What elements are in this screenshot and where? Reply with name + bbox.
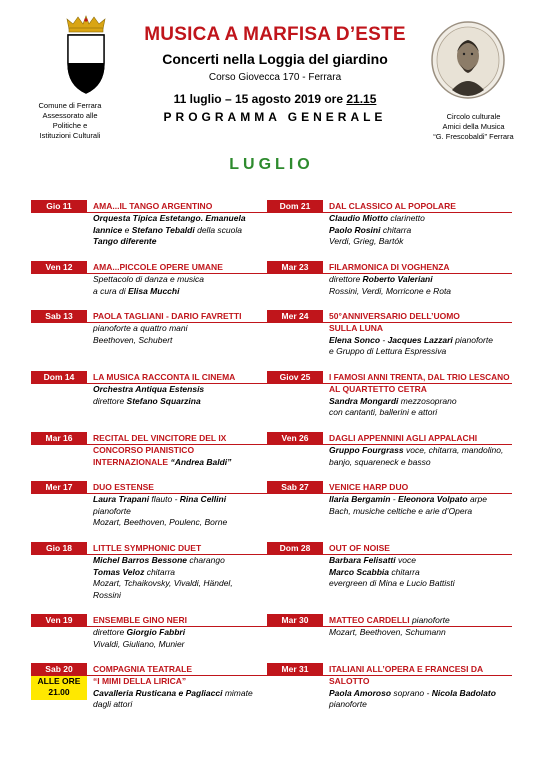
desc-text: voce, chitarra, mandolino, xyxy=(403,445,504,455)
desc-text: pianoforte xyxy=(452,334,493,345)
dates-prefix: 11 luglio – 15 agosto 2019 ore xyxy=(173,92,347,106)
event-title: AMA...IL TANGO ARGENTINO xyxy=(93,201,213,211)
event-description xyxy=(329,323,512,358)
performer: Rina Cellini xyxy=(179,494,227,504)
event-ven-19 xyxy=(31,614,276,650)
desc-text: Vivaldi, Giuliano, Munier xyxy=(93,638,185,649)
performer: Eleonora Volpato xyxy=(397,494,468,504)
event-title: PAOLA TAGLIANI - DARIO FAVRETTI xyxy=(93,311,242,321)
performer: Gruppo Fourgrass xyxy=(329,445,404,455)
desc-text: direttore xyxy=(93,395,127,406)
desc-text: banjo, squareneck e basso xyxy=(329,456,431,467)
desc-text: Rossini xyxy=(93,589,121,600)
event-title: DAGLI APPENNINI AGLI APPALACHI xyxy=(329,433,478,443)
event-date: Dom 28 xyxy=(267,542,323,554)
event-description xyxy=(329,445,512,468)
time-notice xyxy=(31,676,87,700)
time-notice-line: ALLE ORE xyxy=(37,676,81,686)
event-mar-23 xyxy=(267,261,512,297)
performer: Jacques Lazzari xyxy=(387,334,453,345)
comune-line: Comune di Ferrara xyxy=(38,101,102,110)
performer: Cavalleria Rusticana xyxy=(93,687,177,698)
performer: Elena Sonco xyxy=(329,334,381,345)
desc-text: e xyxy=(122,224,132,235)
event-description xyxy=(93,676,276,711)
event-ven-26 xyxy=(267,432,512,468)
event-date: Ven 12 xyxy=(31,261,87,273)
performer: Tomas Veloz xyxy=(93,566,145,577)
page-subtitle: Concerti nella Loggia del giardino xyxy=(162,51,388,67)
event-title: OUT OF NOISE xyxy=(329,543,390,553)
event-date: Mar 16 xyxy=(31,432,87,444)
performer: Orchestra Antiqua Estensis xyxy=(93,384,205,394)
desc-text: e xyxy=(176,687,186,698)
event-description xyxy=(93,627,276,650)
performer: Roberto Valeriani xyxy=(362,274,433,284)
performer: Orquesta Típica Estetango. Emanuela xyxy=(93,213,246,223)
desc-text: chitarra xyxy=(389,566,420,577)
event-title-suffix: pianoforte xyxy=(409,615,450,625)
event-title-line: INTERNAZIONALE xyxy=(93,456,169,467)
performer: Elisa Mucchi xyxy=(127,285,180,296)
event-title-line: AL QUARTETTO CETRA xyxy=(329,384,427,394)
event-description xyxy=(93,213,276,248)
event-title-line: SALOTTO xyxy=(329,676,370,686)
event-sab-13 xyxy=(31,310,276,346)
circolo-line: Amici della Musica xyxy=(442,122,505,131)
desc-text: e Gruppo di Lettura Espressiva xyxy=(329,346,447,356)
event-date: Gio 11 xyxy=(31,200,87,212)
performer: Barbara Felisatti xyxy=(329,555,396,565)
festival-dates xyxy=(140,92,410,106)
event-date: Dom 14 xyxy=(31,371,87,383)
desc-text: pianoforte a quattro mani xyxy=(93,323,188,333)
event-title-line: CONCORSO PIANISTICO xyxy=(93,445,195,455)
desc-text: Rossini, Verdi, Morricone e Rota xyxy=(329,285,452,296)
desc-text: pianoforte xyxy=(329,699,367,709)
event-title xyxy=(329,614,512,626)
event-description xyxy=(93,555,276,601)
event-title: VENICE HARP DUO xyxy=(329,482,409,492)
page-title: MUSICA A MARFISA D’ESTE xyxy=(144,24,406,45)
desc-text: chitarra xyxy=(144,566,176,577)
time-notice-line: 21.00 xyxy=(48,687,70,697)
event-sab-20 xyxy=(31,663,276,711)
event-mar-30 xyxy=(267,614,512,639)
event-date: Dom 21 xyxy=(267,200,323,212)
event-title: FILARMONICA DI VOGHENZA xyxy=(329,262,450,272)
desc-text: soprano - xyxy=(391,687,432,698)
desc-text: dagli attori xyxy=(93,699,133,709)
performer: Pagliacci xyxy=(185,687,223,698)
performer: Stefano Tebaldi xyxy=(131,224,195,235)
program-heading: PROGRAMMA GENERALE xyxy=(163,110,387,124)
event-dom-14 xyxy=(31,371,276,407)
event-dom-28 xyxy=(267,542,512,590)
desc-text: a cura di xyxy=(93,285,128,296)
performer: Claudio Miotto xyxy=(329,213,389,223)
event-giov-25 xyxy=(267,371,512,419)
event-date: Mar 30 xyxy=(267,614,323,626)
event-date: Ven 19 xyxy=(31,614,87,626)
desc-text: voce xyxy=(395,555,416,565)
event-title: ENSEMBLE GINO NERI xyxy=(93,615,187,625)
desc-text: clarinetto xyxy=(388,213,425,223)
desc-text: Bach, musiche celtiche e arie d’Opera xyxy=(329,505,473,516)
event-title: AMA...PICCOLE OPERE UMANE xyxy=(93,262,223,272)
event-title: COMPAGNIA TEATRALE xyxy=(93,664,193,674)
event-title-line: “I MIMI DELLA LIRICA” xyxy=(93,676,187,686)
event-description xyxy=(329,213,512,248)
event-date: Sab 20 xyxy=(31,663,87,675)
event-description xyxy=(93,494,276,529)
event-sab-27 xyxy=(267,481,512,517)
event-title: 50°ANNIVERSARIO DELL’UOMO xyxy=(329,311,460,321)
venue-address: Corso Giovecca 170 - Ferrara xyxy=(208,72,342,83)
event-mer-31 xyxy=(267,663,512,711)
event-title: RECITAL DEL VINCITORE DEL IX xyxy=(93,433,227,443)
desc-text: Mozart, Beethoven, Poulenc, Borne xyxy=(93,517,228,527)
performer: Paolo Rosini xyxy=(329,224,381,235)
circolo-label xyxy=(416,112,531,142)
comune-line: Politiche e xyxy=(52,121,88,130)
circolo-line: “G. Frescobaldi” Ferrara xyxy=(433,132,514,141)
performer: Marco Scabbia xyxy=(329,566,389,577)
desc-text: chitarra xyxy=(380,224,412,235)
event-title-line: SULLA LUNA xyxy=(329,323,383,333)
event-description xyxy=(329,676,512,711)
event-dom-21 xyxy=(267,200,512,248)
event-description xyxy=(93,323,276,346)
event-description xyxy=(93,384,276,407)
comune-label xyxy=(20,101,120,141)
comune-line: Istituzioni Culturali xyxy=(39,131,101,140)
event-mar-16 xyxy=(31,432,276,468)
event-gio-18 xyxy=(31,542,276,601)
event-date: Mer 31 xyxy=(267,663,323,675)
desc-text: pianoforte xyxy=(93,505,131,516)
desc-text: flauto - xyxy=(149,494,180,504)
comune-line: Assessorato alle xyxy=(42,111,98,120)
desc-text: con cantanti, ballerini e attori xyxy=(329,407,438,417)
desc-text: mezzosoprano xyxy=(398,395,457,406)
desc-text: Mozart, Beethoven, Schumann xyxy=(329,627,446,637)
desc-text: direttore xyxy=(93,627,127,637)
performer: Iannice xyxy=(93,224,123,235)
event-title: DUO ESTENSE xyxy=(93,482,154,492)
desc-text: mimate xyxy=(222,687,253,698)
event-mer-17 xyxy=(31,481,276,529)
desc-text: della scuola xyxy=(194,224,242,235)
month-heading: LUGLIO xyxy=(229,156,314,173)
circolo-line: Circolo culturale xyxy=(446,112,501,121)
event-date: Mar 23 xyxy=(267,261,323,273)
desc-text: Spettacolo di danza e musica xyxy=(93,274,205,284)
event-title-text: MATTEO CARDELLI xyxy=(329,615,410,625)
event-description xyxy=(329,384,512,419)
performer: Nicola Badolato xyxy=(431,687,496,698)
performer: Stefano Squarzina xyxy=(126,395,201,406)
desc-text: - xyxy=(390,494,398,504)
event-description xyxy=(93,445,276,468)
event-date: Gio 18 xyxy=(31,542,87,554)
event-date: Ven 26 xyxy=(267,432,323,444)
event-title: LITTLE SYMPHONIC DUET xyxy=(93,543,202,553)
event-description xyxy=(329,494,512,517)
event-title: LA MUSICA RACCONTA IL CINEMA xyxy=(93,372,236,382)
desc-text: Beethoven, Schubert xyxy=(93,334,173,345)
event-date: Sab 13 xyxy=(31,310,87,322)
performer: Michel Barros Bessone xyxy=(93,555,188,565)
event-description xyxy=(93,274,276,297)
desc-text: charango xyxy=(187,555,225,565)
event-mer-24 xyxy=(267,310,512,358)
event-gio-11 xyxy=(31,200,276,248)
dates-time: 21.15 xyxy=(346,92,377,106)
event-date: Mer 24 xyxy=(267,310,323,322)
performer: Sandra Mongardi xyxy=(329,395,399,406)
desc-text: - xyxy=(380,334,388,345)
event-title: I FAMOSI ANNI TRENTA, DAL TRIO LESCANO xyxy=(329,372,510,382)
performer: Giorgio Fabbri xyxy=(126,627,186,637)
event-description xyxy=(329,274,512,297)
event-date: Mer 17 xyxy=(31,481,87,493)
comune-coat-of-arms xyxy=(63,15,109,95)
performer: “Andrea Baldi” xyxy=(168,456,232,467)
performer: Laura Trapani xyxy=(93,494,150,504)
desc-text: Mozart, Tchaikovsky, Vivaldi, Händel, xyxy=(93,578,233,588)
event-title: ITALIANI ALL’OPERA E FRANCESI DA xyxy=(329,664,484,674)
performer: Paola Amoroso xyxy=(329,687,392,698)
event-description xyxy=(329,555,512,590)
event-title: DAL CLASSICO AL POPOLARE xyxy=(329,201,456,211)
performer: Tango diferente xyxy=(93,236,157,246)
event-description xyxy=(329,627,512,639)
event-date: Giov 25 xyxy=(267,371,323,383)
desc-text: direttore xyxy=(329,274,363,284)
event-ven-12 xyxy=(31,261,276,297)
desc-text: arpe xyxy=(467,494,487,504)
desc-text: Verdi, Grieg, Bartók xyxy=(329,236,404,246)
performer: Ilaria Bergamin xyxy=(329,494,391,504)
frescobaldi-portrait xyxy=(430,20,506,100)
desc-text: evergreen di Mina e Lucio Battisti xyxy=(329,578,455,588)
event-date: Sab 27 xyxy=(267,481,323,493)
